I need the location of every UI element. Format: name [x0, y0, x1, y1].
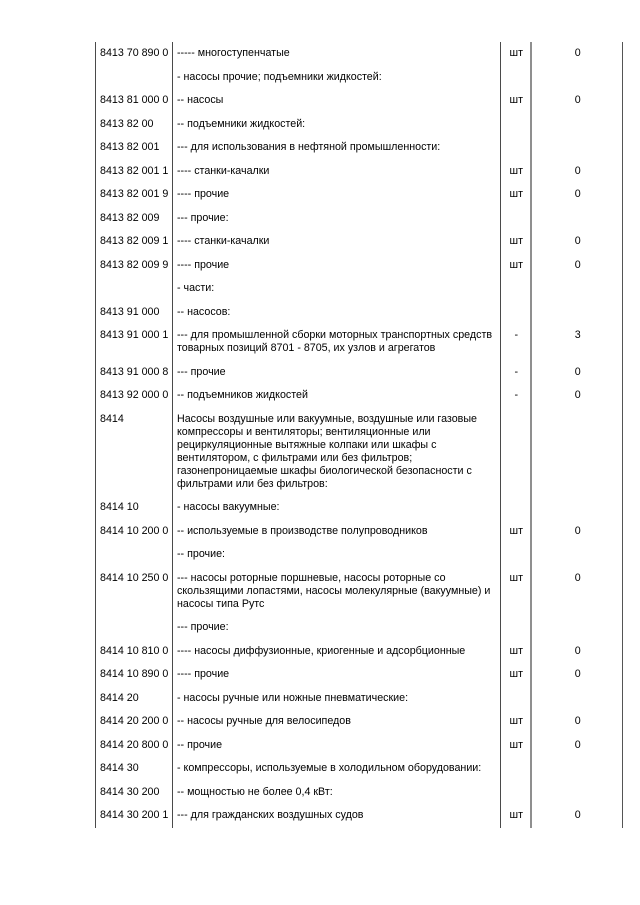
cell-description: -- насосы — [173, 89, 501, 113]
cell-description: - части: — [173, 277, 501, 301]
cell-rate: 0 — [531, 804, 623, 828]
cell-unit — [501, 66, 531, 90]
cell-rate: 0 — [531, 183, 623, 207]
cell-code: 8414 — [96, 408, 173, 497]
table-row — [96, 160, 623, 184]
cell-rate — [531, 66, 623, 90]
table-row — [96, 230, 623, 254]
cell-unit: шт — [501, 520, 531, 544]
table-row — [96, 757, 623, 781]
cell-unit — [501, 781, 531, 805]
cell-rate — [531, 113, 623, 137]
cell-description: - компрессоры, используемые в холодильном оборудовании: — [173, 757, 501, 781]
cell-code: 8413 82 009 — [96, 207, 173, 231]
cell-code: 8414 30 200 1 — [96, 804, 173, 828]
cell-unit — [501, 496, 531, 520]
cell-code: 8414 20 200 0 — [96, 710, 173, 734]
cell-description: ---- прочие — [173, 254, 501, 278]
cell-rate: 3 — [531, 324, 623, 361]
cell-description: -- прочие: — [173, 543, 501, 567]
cell-description: --- насосы роторные поршневые, насосы роторные со скользящими лопастями, насосы молекулярные (вакуумные) и насосы типа Рутс — [173, 567, 501, 617]
cell-unit: шт — [501, 183, 531, 207]
cell-description: -- используемые в производстве полупроводников — [173, 520, 501, 544]
table-row — [96, 640, 623, 664]
cell-description: ---- прочие — [173, 663, 501, 687]
cell-rate — [531, 687, 623, 711]
cell-description: ---- прочие — [173, 183, 501, 207]
cell-unit: шт — [501, 710, 531, 734]
cell-rate — [531, 616, 623, 640]
table-row — [96, 66, 623, 90]
cell-description: -- насосов: — [173, 301, 501, 325]
table-row — [96, 710, 623, 734]
table-row — [96, 207, 623, 231]
cell-unit — [501, 543, 531, 567]
cell-code: 8414 20 — [96, 687, 173, 711]
table-row — [96, 520, 623, 544]
cell-unit: шт — [501, 640, 531, 664]
cell-description: Насосы воздушные или вакуумные, воздушные или газовые компрессоры и вентиляторы; вентиляционные или рециркуляционные вытяжные колпаки или шкафы с вентилятором, с фильтрами или без фильтров; газонепроницаемые шкафы биологической безопасности с фильтрами или без фильтров: — [173, 408, 501, 497]
cell-rate — [531, 408, 623, 497]
table-row — [96, 616, 623, 640]
table-row — [96, 543, 623, 567]
table-row — [96, 687, 623, 711]
cell-code: 8413 82 009 1 — [96, 230, 173, 254]
cell-code: 8414 30 — [96, 757, 173, 781]
cell-code — [96, 616, 173, 640]
cell-unit — [501, 408, 531, 497]
cell-rate: 0 — [531, 567, 623, 617]
cell-unit — [501, 113, 531, 137]
table-row — [96, 254, 623, 278]
tariff-table-body — [96, 42, 623, 828]
cell-code: 8413 82 001 1 — [96, 160, 173, 184]
cell-rate: 0 — [531, 361, 623, 385]
cell-code — [96, 277, 173, 301]
cell-code: 8414 10 250 0 — [96, 567, 173, 617]
cell-unit — [501, 616, 531, 640]
table-row — [96, 781, 623, 805]
cell-description: -- прочие — [173, 734, 501, 758]
cell-description: --- для использования в нефтяной промышленности: — [173, 136, 501, 160]
cell-code: 8413 91 000 1 — [96, 324, 173, 361]
cell-unit: шт — [501, 567, 531, 617]
cell-description: -- насосы ручные для велосипедов — [173, 710, 501, 734]
table-row — [96, 324, 623, 361]
cell-unit: - — [501, 324, 531, 361]
cell-code: 8414 20 800 0 — [96, 734, 173, 758]
cell-description: ---- станки-качалки — [173, 230, 501, 254]
cell-description: ---- станки-качалки — [173, 160, 501, 184]
cell-rate — [531, 301, 623, 325]
table-row — [96, 408, 623, 497]
cell-unit: шт — [501, 160, 531, 184]
cell-description: -- подъемники жидкостей: — [173, 113, 501, 137]
table-row — [96, 804, 623, 828]
table-row — [96, 301, 623, 325]
table-row — [96, 183, 623, 207]
table-row — [96, 113, 623, 137]
cell-description: --- прочие: — [173, 207, 501, 231]
cell-rate: 0 — [531, 710, 623, 734]
cell-description: -- мощностью не более 0,4 кВт: — [173, 781, 501, 805]
cell-unit: шт — [501, 42, 531, 66]
cell-code: 8413 70 890 0 — [96, 42, 173, 66]
cell-rate: 0 — [531, 520, 623, 544]
cell-code: 8414 30 200 — [96, 781, 173, 805]
cell-rate: 0 — [531, 663, 623, 687]
table-row — [96, 496, 623, 520]
cell-code: 8413 92 000 0 — [96, 384, 173, 408]
cell-description: ---- насосы диффузионные, криогенные и адсорбционные — [173, 640, 501, 664]
cell-unit — [501, 277, 531, 301]
cell-rate — [531, 277, 623, 301]
cell-unit: шт — [501, 230, 531, 254]
cell-code: 8414 10 200 0 — [96, 520, 173, 544]
table-row — [96, 734, 623, 758]
cell-description: --- прочие — [173, 361, 501, 385]
cell-unit: шт — [501, 663, 531, 687]
cell-code: 8413 82 001 — [96, 136, 173, 160]
cell-unit — [501, 207, 531, 231]
cell-rate: 0 — [531, 160, 623, 184]
cell-rate — [531, 207, 623, 231]
table-row — [96, 567, 623, 617]
cell-unit: шт — [501, 804, 531, 828]
cell-rate — [531, 757, 623, 781]
table-row — [96, 89, 623, 113]
cell-description: - насосы ручные или ножные пневматические: — [173, 687, 501, 711]
cell-rate: 0 — [531, 42, 623, 66]
cell-code: 8413 82 009 9 — [96, 254, 173, 278]
cell-unit: - — [501, 361, 531, 385]
cell-code: 8413 91 000 — [96, 301, 173, 325]
cell-unit — [501, 687, 531, 711]
cell-rate — [531, 496, 623, 520]
cell-description: --- для промышленной сборки моторных транспортных средств товарных позиций 8701 - 8705, их узлов и агрегатов — [173, 324, 501, 361]
cell-rate: 0 — [531, 230, 623, 254]
cell-description: -- подъемников жидкостей — [173, 384, 501, 408]
table-row — [96, 136, 623, 160]
cell-description: --- для гражданских воздушных судов — [173, 804, 501, 828]
table-row — [96, 663, 623, 687]
cell-rate: 0 — [531, 254, 623, 278]
cell-code — [96, 66, 173, 90]
cell-unit: - — [501, 384, 531, 408]
cell-unit: шт — [501, 734, 531, 758]
cell-code: 8413 81 000 0 — [96, 89, 173, 113]
cell-code: 8414 10 810 0 — [96, 640, 173, 664]
cell-description: --- прочие: — [173, 616, 501, 640]
cell-rate: 0 — [531, 384, 623, 408]
tariff-table — [95, 42, 623, 828]
cell-rate: 0 — [531, 640, 623, 664]
table-row — [96, 277, 623, 301]
table-row — [96, 384, 623, 408]
cell-code: 8413 82 00 — [96, 113, 173, 137]
cell-description: - насосы вакуумные: — [173, 496, 501, 520]
cell-unit — [501, 301, 531, 325]
cell-rate: 0 — [531, 734, 623, 758]
cell-code: 8414 10 — [96, 496, 173, 520]
cell-unit: шт — [501, 89, 531, 113]
table-row — [96, 42, 623, 66]
cell-rate — [531, 781, 623, 805]
cell-code: 8413 82 001 9 — [96, 183, 173, 207]
cell-unit — [501, 136, 531, 160]
cell-description: ----- многоступенчатые — [173, 42, 501, 66]
cell-description: - насосы прочие; подъемники жидкостей: — [173, 66, 501, 90]
cell-code — [96, 543, 173, 567]
cell-unit: шт — [501, 254, 531, 278]
cell-code: 8414 10 890 0 — [96, 663, 173, 687]
cell-rate — [531, 543, 623, 567]
cell-unit — [501, 757, 531, 781]
table-row — [96, 361, 623, 385]
cell-rate: 0 — [531, 89, 623, 113]
cell-rate — [531, 136, 623, 160]
cell-code: 8413 91 000 8 — [96, 361, 173, 385]
